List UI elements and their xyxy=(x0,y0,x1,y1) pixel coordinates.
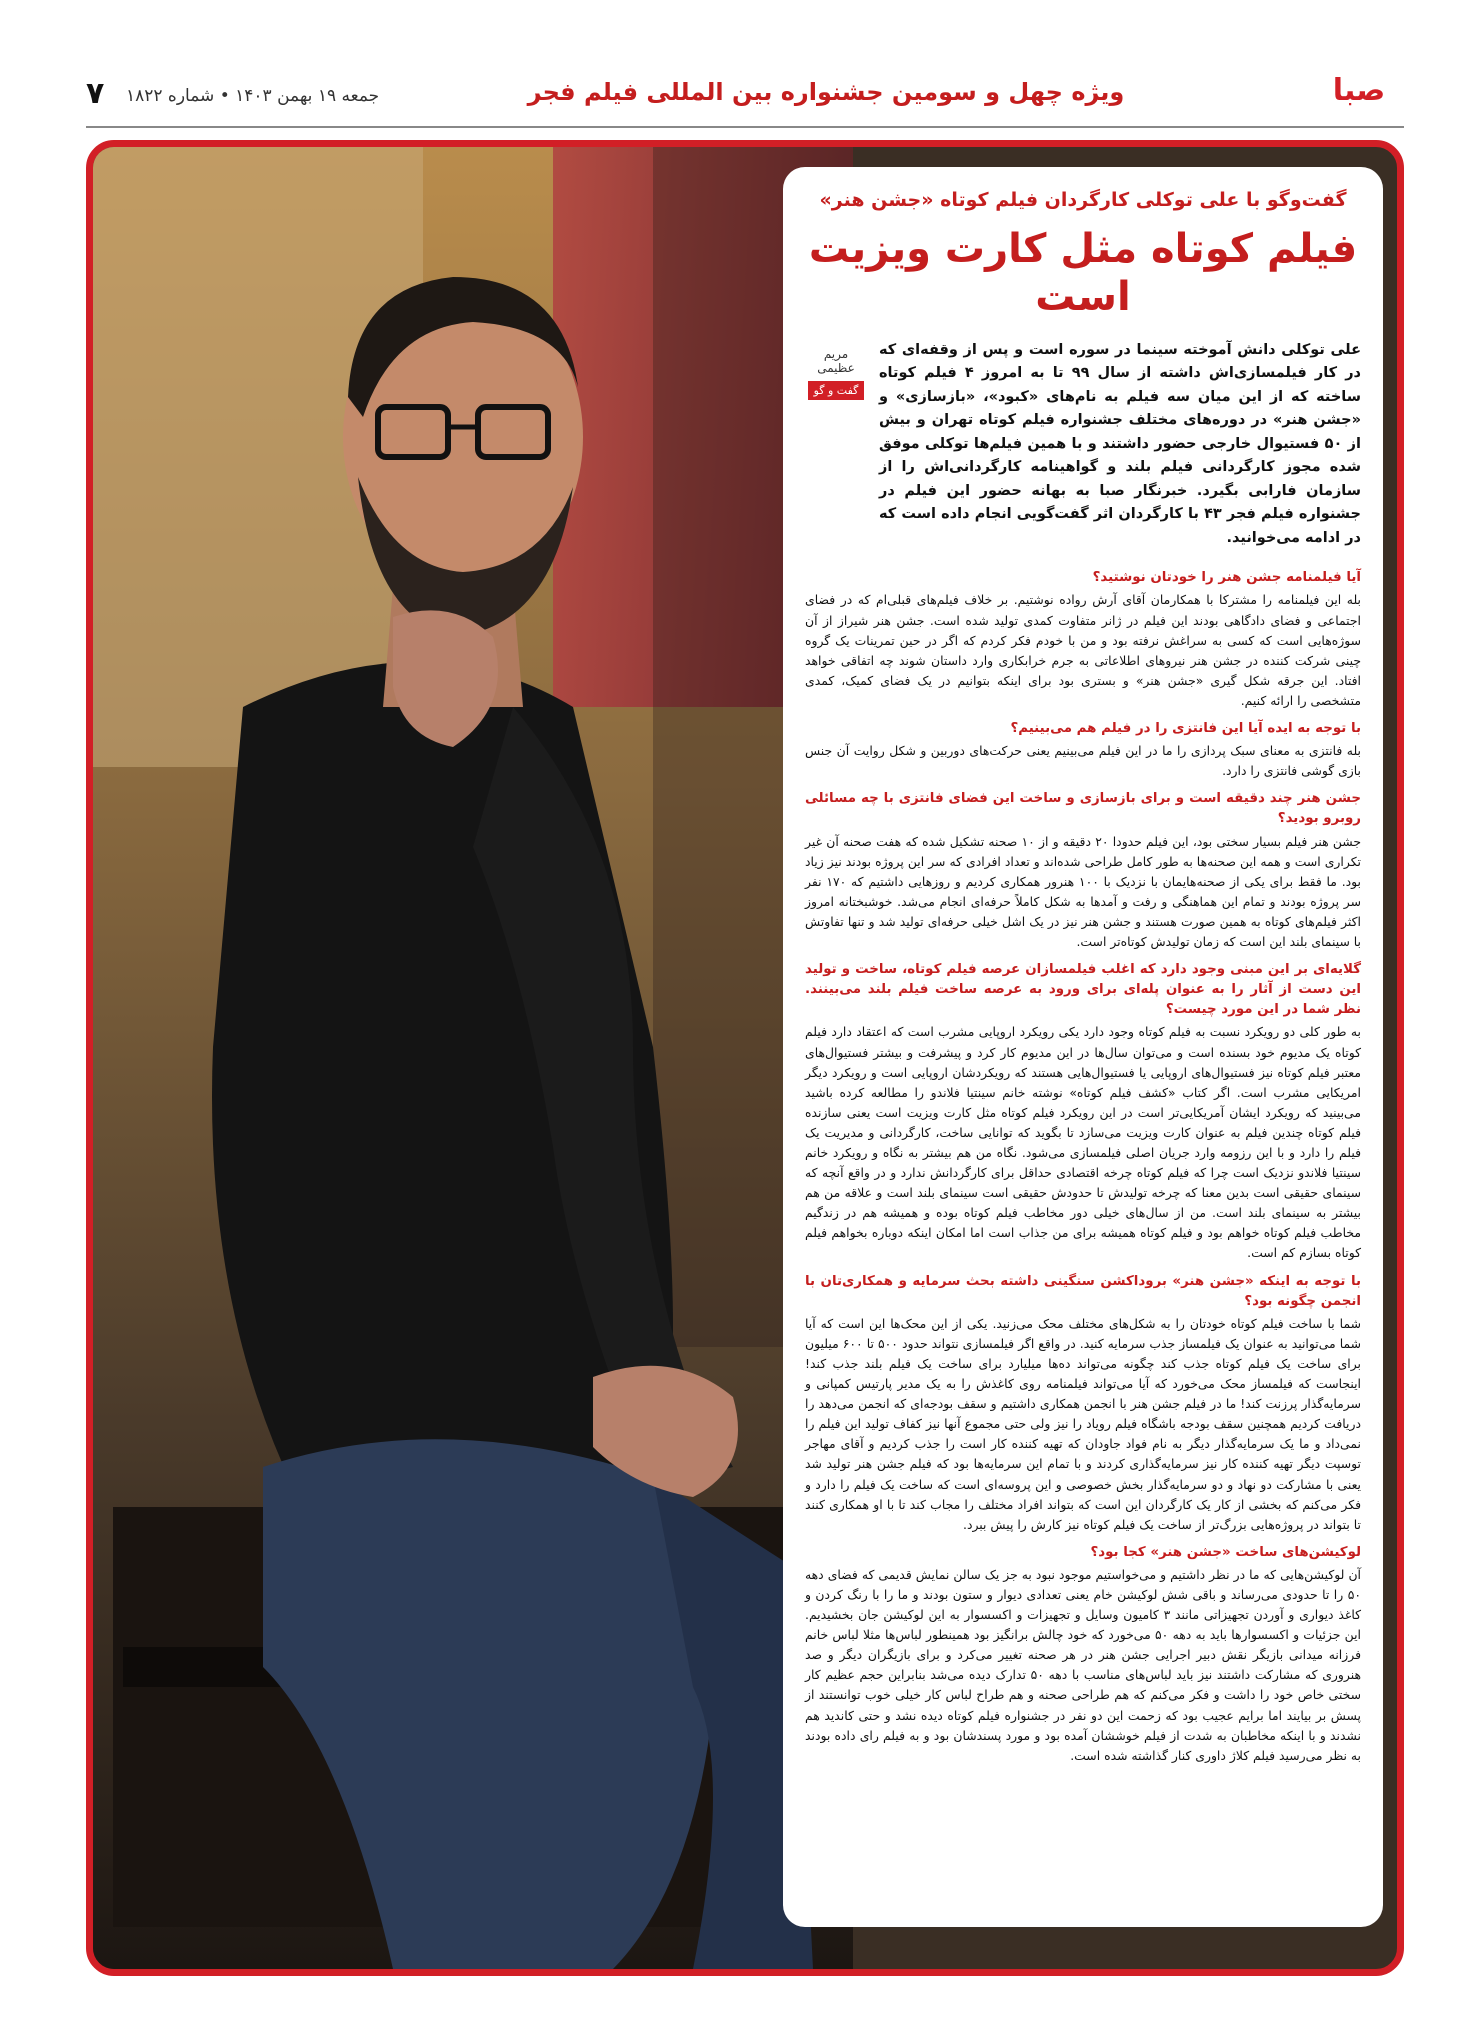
qa-item xyxy=(805,789,1361,952)
question: لوکیشن‌های ساخت «جشن هنر» کجا بود؟ xyxy=(1090,1544,1361,1560)
issue-info: جمعه ۱۹ بهمن ۱۴۰۳ • شماره ۱۸۲۲ xyxy=(126,86,380,106)
lead-section xyxy=(805,339,1361,550)
byline xyxy=(805,339,867,550)
answer: آن لوکیشن‌هایی که ما در نظر داشتیم و می‌خواستیم موجود نبود به جز یک سالن نمایش قدیمی که فضای دهه ۵۰ را تا حدودی می‌رساند و باقی شش لوکیشن خام یعنی تعدادی دیوار و ستون بودند و ما را با رنگ کردن و کاغذ دیواری و آوردن تجهیزاتی مانند ۳ کامیون وسایل و تجهیزات و اکسسوار به این لوکیشن جان بخشیدیم. این جزئیات و اکسسوارها باید به دهه ۵۰ می‌خورد که خود چالش برانگیز بود همینطور لباس‌ها مثلا لباس خانم فرزانه میدانی بازیگر نقش دبیر اجرایی جشن هنر در هر صحنه تغییر می‌کرد و برای بازیگران دیگر و صد هنروری که مشارکت داشتند نیز باید لباس‌های مناسب با دهه ۵۰ تدارک دیده می‌شد بنابراین حجم عظیم کار سختی خاص خود را داشت و فکر می‌کنم که هم طراحی صحنه و هم طراح لباس کار خیلی خوب توانستند از پسش بر بیایند اما برایم عجیب بود که زحمت این دو نفر در جشنواره فیلم کوتاه دیده نشد و حتی کاندید هم نشدند و با اینکه مخاطبان به شدت از فیلم خوششان آمده بود و مورد پسندشان بود و به فیلم رای داده بودند به نظر می‌رسید فیلم کلاژ داوری کنار گذاشته شده است. xyxy=(805,1566,1361,1763)
qa-item xyxy=(805,1543,1361,1766)
article-frame xyxy=(86,140,1404,1976)
logo-mark xyxy=(1317,67,1401,113)
photo-illustration xyxy=(93,147,853,1969)
qa-list xyxy=(805,568,1361,1766)
interviewee-photo xyxy=(93,147,853,1969)
article-lead: علی توکلی دانش آموخته سینما در سوره است و پس از وقفه‌ای که در کار فیلمسازی‌اش داشته از سال ۹۹ تا به امروز ۴ فیلم کوتاه ساخته که از این میان سه فیلم به نام‌های «کبود»، «بازسازی» و «جشن هنر» در دوره‌های مختلف جشنواره فیلم کوتاه تهران و بیش از ۵۰ فستیوال خارجی حضور داشتند و با همین فیلم‌ها توکلی موفق شده مجوز کارگردانی فیلم بلند و گواهینامه کارگردانی‌اش را از سازمان فارابی بگیرد. خبرنگار صبا به بهانه حضور این فیلم در جشنواره فیلم فجر ۴۳ با کارگردان اثر گفت‌گویی انجام داده است که در ادامه می‌خوانید. xyxy=(879,342,1361,546)
qa-item xyxy=(805,719,1361,781)
qa-item xyxy=(805,960,1361,1263)
article-kicker: گفت‌وگو با علی توکلی کارگردان فیلم کوتاه «جشن هنر» xyxy=(819,189,1347,211)
logo-text: صبا xyxy=(1332,73,1386,108)
question: گلایه‌ای بر این مبنی وجود دارد که اغلب فیلمسازان عرصه فیلم کوتاه، ساخت و تولید این دست از آثار را به عنوان پله‌ای برای ورود به عرصه ساخت فیلم بلند می‌بینند. نظر شما در این مورد چیست؟ xyxy=(805,962,1361,1018)
qa-item xyxy=(805,1272,1361,1535)
answer: شما با ساخت فیلم کوتاه خودتان را به شکل‌های مختلف محک می‌زنید. یکی از این محک‌ها این است که آیا شما می‌توانید به عنوان یک فیلمساز جذب سرمایه کنید. در واقع اگر فیلمسازی نتواند حدود ۵۰۰ تا ۶۰۰ میلیون برای ساخت یک فیلم کوتاه جذب کند چگونه می‌تواند ده‌ها میلیارد برای ساخت یک فیلم بلند جذب کند! اینجاست که فیلمساز محک می‌خورد که آیا می‌تواند فیلمنامه روی کاغذش را به یک مدیر پارتیس کمپانی و سرمایه‌گذار پرزنت کند! ما در فیلم جشن هنر با انجمن همکاری داشتیم و سقف بودجه‌ای که انجمن می‌دهد را دریافت کردیم همچنین سقف بودجه باشگاه فیلم رویاد را نیز ولی حتی مجموع آنها نیز کفاف تولید این فیلم را نمی‌داد و ما یک سرمایه‌گذار دیگر به نام فواد جاودان که تهیه کننده کار است را جذب کردیم و آقای مهاجر توسپت دیگر تهیه کننده کار نیز سرمایه‌گذاری کردند و با تمام این سرمایه‌ها بود که فیلم جشن هنر تولید شد یعنی با مشارکت دو نهاد و دو سرمایه‌گذار بخش خصوصی و این پروسه‌ای است که ساخت یک فیلم را دارد و فکر می‌کنم که بخشی از کار یک کارگردان این است که بتواند افراد مختلف را مجاب کند تا با او همکاری کنند تا بتواند در پروژه‌هایی بزرگ‌تر از ساخت یک فیلم کوتاه نیز کارش را پیش ببرد. xyxy=(805,1315,1362,1532)
page-header xyxy=(86,62,1404,128)
special-section-title: ویژه چهل و سومین جشنواره بین المللی فیلم فجر xyxy=(527,78,1125,106)
article-panel xyxy=(783,167,1383,1927)
answer: بله فانتزی به معنای سبک پردازی را ما در این فیلم می‌بینیم یعنی حرکت‌های دوربین و شکل روایت آن جنس بازی گوشی فانتزی را دارد. xyxy=(805,743,1361,779)
answer: بله این فیلمنامه را مشترکا با همکارمان آقای آرش رواده نوشتیم. بر خلاف فیلم‌های قبلی‌ام که در فضای اجتماعی و فضای دادگاهی بودند این فیلم در ژانر متفاوت کمدی تولید شده است. جشن هنر شیراز از آن سوژه‌هایی است که کسی به سراغش نرفته بود و من با خودم فکر کردم که اگر در حین تمرینات یک گروه چینی شرکت کننده در جشن هنر نیروهای اطلاعاتی به جرم خرابکاری وارد داستان شوند چه اتفاقی خواهد افتاد. این جرقه شکل گیری «جشن هنر» و بستری بود برای اینکه بتوانیم در یک فضای کمیک، کمدی متشخصی را ارائه کنیم. xyxy=(805,592,1361,708)
qa-item xyxy=(805,568,1361,711)
answer: به طور کلی دو رویکرد نسبت به فیلم کوتاه وجود دارد یکی رویکرد اروپایی مشرب است که اعتقاد دارد فیلم کوتاه یک مدیوم خود بسنده است و می‌توان سال‌ها در این مدیوم کار کرد و پیشرفت و بیشتر فستیوال‌های معتبر فیلم کوتاه نیز فستیوال‌های اروپایی یا فستیوال‌هایی هستند که رویکردشان اروپایی است و رویکرد دیگر امریکایی مشرب است. اگر کتاب «کشف فیلم کوتاه» نوشته خانم سینتیا فلاندو را مطالعه کرده باشید می‌بینید که رویکرد ایشان آمریکایی‌تر است در این رویکرد فیلم کوتاه مثل کارت ویزیت است یعنی سازنده فیلم کوتاه چندین فیلم به عنوان کارت ویزیت می‌سازد تا بگوید که توانایی ساخت، کارگردانی و مدیریت یک فیلم را دارد و با این رزومه وارد جریان اصلی فیلمسازی می‌شود. نگاه من هم بیشتر به نگاه و رویکرد خانم سینتیا فلاندو نزدیک است چرا که فیلم کوتاه چرخه اقتصادی حداقل برای کارگردانش ندارد و در واقع آنچه که سینمای حقیقی است بدین معنا که چرخه تولیدش تا حدودش حقیقی است سینمای بلند است و علاقه من هم بیشتر به سینمای بلند است. من از سال‌های خیلی دور مخاطب فیلم کوتاه بوده و همیشه هم در زندگیم مخاطب فیلم کوتاه خواهم بود و فیلم کوتاه همیشه برای من جذاب است اما امکان اینکه دوباره بخواهم فیلم کوتاه بسازم کم است. xyxy=(805,1024,1361,1261)
saba-logo xyxy=(1314,64,1404,116)
answer: جشن هنر فیلم بسیار سختی بود، این فیلم حدودا ۲۰ دقیقه و از ۱۰ صحنه تشکیل شده که هفت صحنه آن غیر تکراری است و همه این صحنه‌ها به طور کامل طراحی شده‌اند و تعداد افرادی که سر این پروژه بودند نیز زیاد بود. ما فقط برای یکی از صحنه‌هایمان با نزدیک با ۱۰۰ هنرور همکاری کردیم و روزهایی داشتیم که ۱۷۰ نفر سر پروژه بودند و تمام این هماهنگی و رفت و آمدها به شکل کاملاً حرفه‌ای انجام می‌شد. خوشبختانه امروز اکثر فیلم‌های کوتاه به همین صورت هستند و جشن هنر نیز در یک اشل خیلی حرفه‌ای تولید شد و تنها تفاوتش با سینمای بلند این است که زمان تولیدش کوتاه‌تر است. xyxy=(805,833,1361,950)
question: جشن هنر چند دقیقه است و برای بازسازی و ساخت این فضای فانتزی با چه مسائلی روبرو بودید؟ xyxy=(805,791,1361,827)
section-badge: گفت و گو xyxy=(808,381,865,400)
article-headline: فیلم کوتاه مثل کارت ویزیت است xyxy=(808,226,1358,320)
author-name: مریم عظیمی xyxy=(817,347,855,375)
question: با توجه به ایده آیا این فانتزی را در فیلم هم می‌بینیم؟ xyxy=(1010,721,1361,737)
question: با توجه به اینکه «جشن هنر» برو‌داکشن سنگینی داشته بحث سرمایه و همکاری‌تان با انجمن چگونه بود؟ xyxy=(805,1273,1361,1309)
question: آیا فیلمنامه جشن هنر را خودتان نوشتید؟ xyxy=(1092,570,1361,586)
page-number: ۷ xyxy=(86,76,105,111)
